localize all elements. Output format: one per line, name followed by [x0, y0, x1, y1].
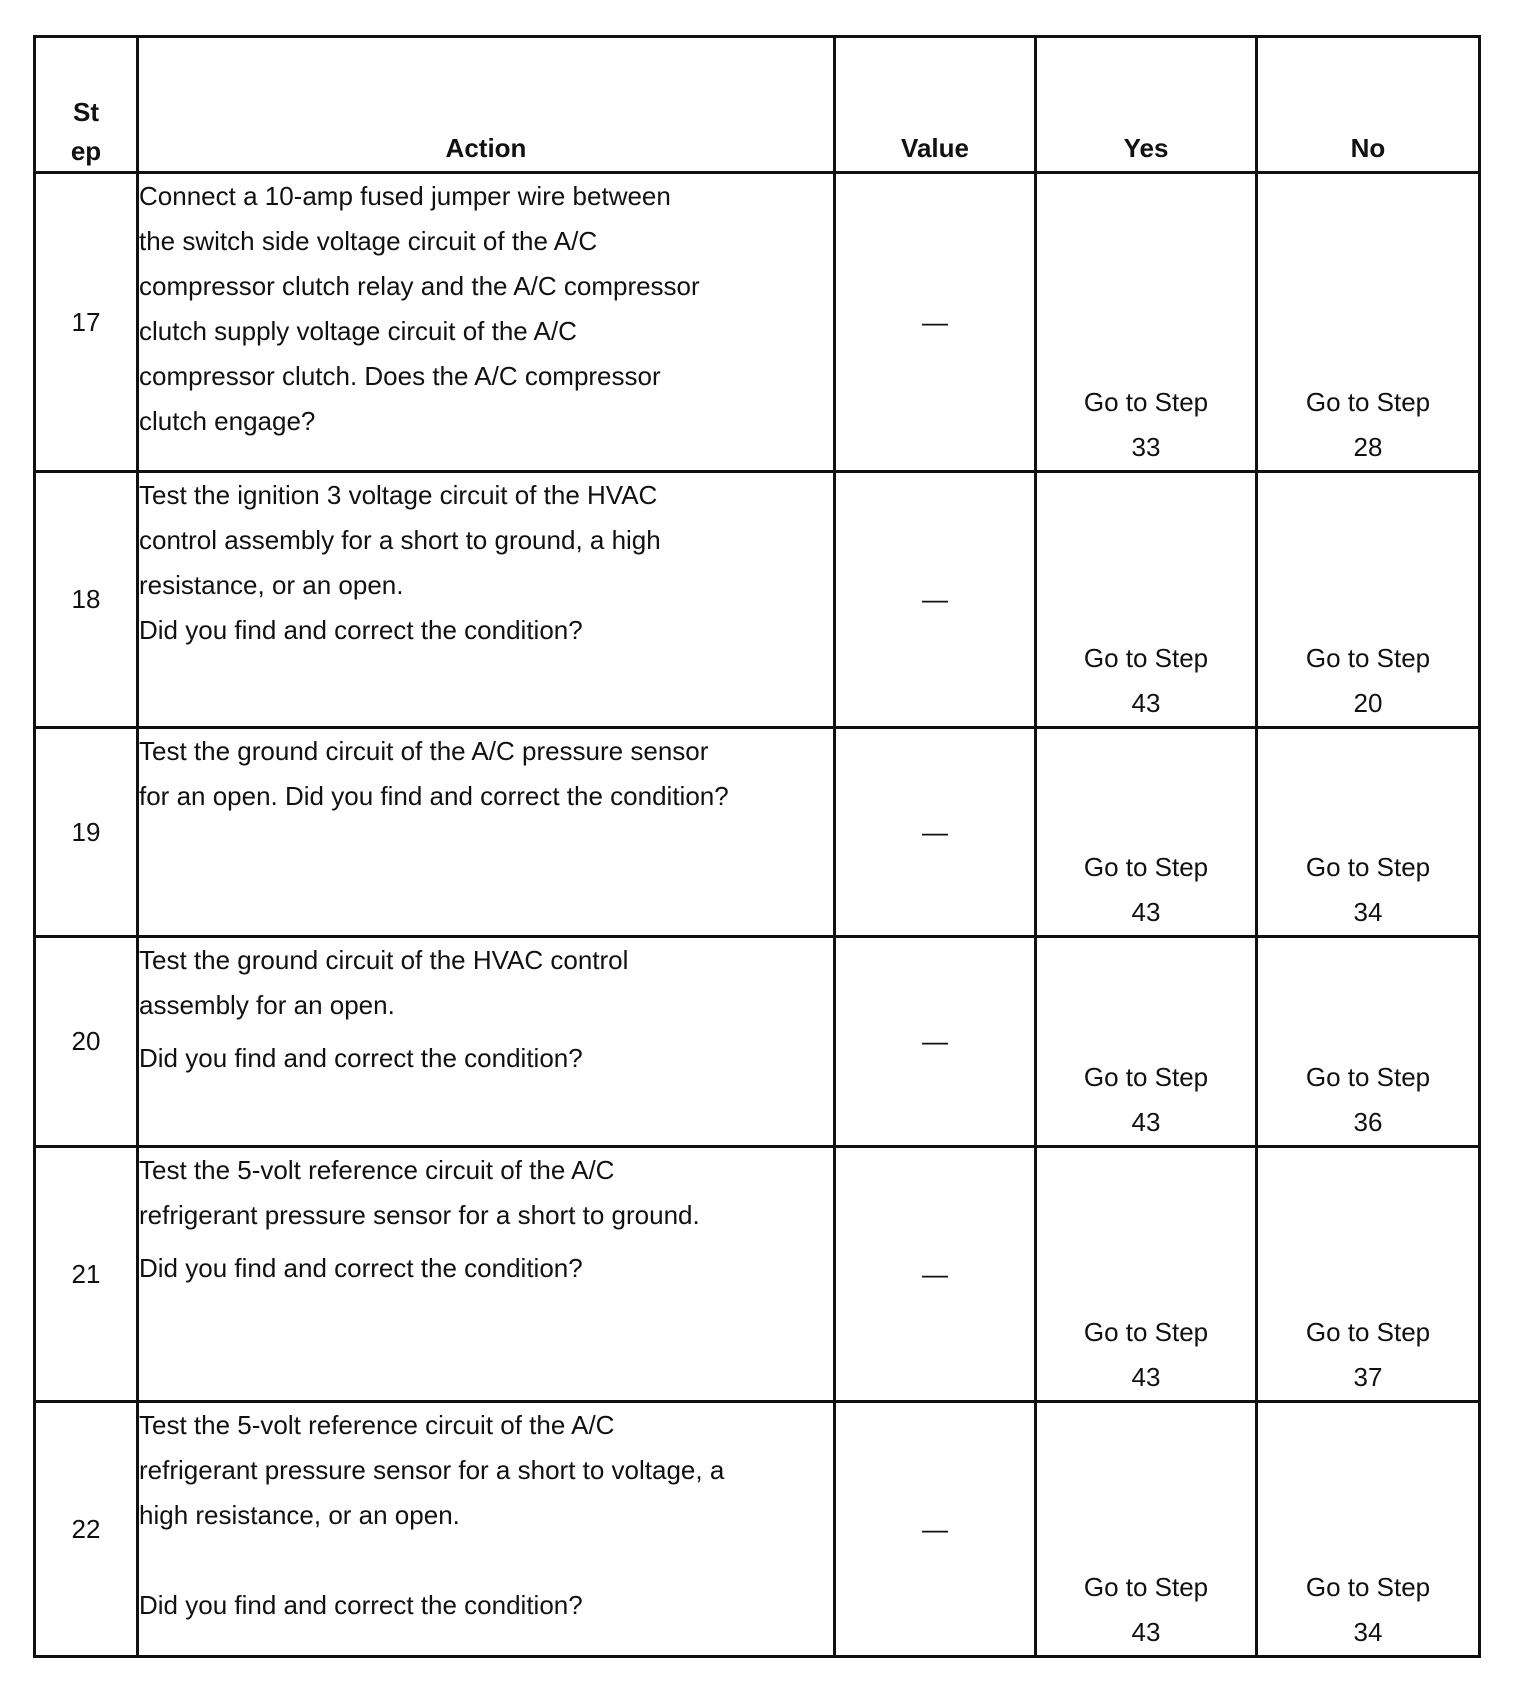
action-line: refrigerant pressure sensor for a short to ground.: [139, 1200, 700, 1230]
step-header-line-1: St: [73, 97, 99, 127]
yes-goto-label: Go to Step: [1083, 387, 1209, 417]
action-line: high resistance, or an open.: [139, 1500, 460, 1530]
action-column-header: Action: [138, 37, 835, 173]
step-number: 19: [35, 728, 138, 937]
table-body: [35, 173, 1480, 1657]
yes-cell: [1036, 472, 1257, 728]
yes-goto-step: 43: [1131, 688, 1161, 718]
yes-goto-step: 43: [1131, 1362, 1161, 1392]
table-header: [35, 37, 1480, 173]
value-cell: —: [835, 1402, 1036, 1657]
action-line: Did you find and correct the condition?: [139, 1043, 583, 1073]
table-row: [35, 173, 1480, 472]
action-line: the switch side voltage circuit of the A/C: [139, 226, 598, 256]
action-line: for an open. Did you find and correct the condition?: [139, 781, 729, 811]
yes-goto-label: Go to Step: [1083, 643, 1209, 673]
value-cell: —: [835, 173, 1036, 472]
step-number: 20: [35, 937, 138, 1147]
no-cell: [1257, 1147, 1480, 1402]
action-line: compressor clutch. Does the A/C compressor: [139, 361, 661, 391]
no-goto-label: Go to Step: [1305, 387, 1431, 417]
no-goto-label: Go to Step: [1305, 852, 1431, 882]
table-row: [35, 1402, 1480, 1657]
action-line: Test the 5-volt reference circuit of the A/C: [139, 1410, 615, 1440]
table-row: [35, 937, 1480, 1147]
no-cell: [1257, 937, 1480, 1147]
value-cell: —: [835, 472, 1036, 728]
action-line: Did you find and correct the condition?: [139, 615, 583, 645]
no-goto-label: Go to Step: [1305, 1317, 1431, 1347]
yes-goto-step: 33: [1131, 432, 1161, 462]
action-line: compressor clutch relay and the A/C compressor: [139, 271, 700, 301]
action-cell: [138, 1402, 835, 1657]
table-row: [35, 728, 1480, 937]
header-row: [35, 37, 1480, 173]
yes-goto-step: 43: [1131, 1107, 1161, 1137]
table-row: [35, 1147, 1480, 1402]
value-cell: —: [835, 1147, 1036, 1402]
action-line: Did you find and correct the condition?: [139, 1590, 583, 1620]
no-cell: [1257, 1402, 1480, 1657]
yes-goto-step: 43: [1131, 1617, 1161, 1647]
step-number: 21: [35, 1147, 138, 1402]
action-cell: [138, 728, 835, 937]
no-cell: [1257, 173, 1480, 472]
no-goto-step: 34: [1353, 897, 1383, 927]
value-cell: —: [835, 937, 1036, 1147]
action-line: Did you find and correct the condition?: [139, 1253, 583, 1283]
action-line: Test the ground circuit of the HVAC control: [139, 945, 629, 975]
action-line: assembly for an open.: [139, 990, 395, 1020]
action-line: clutch supply voltage circuit of the A/C: [139, 316, 577, 346]
yes-goto-label: Go to Step: [1083, 852, 1209, 882]
no-cell: [1257, 728, 1480, 937]
value-cell: —: [835, 728, 1036, 937]
yes-goto-label: Go to Step: [1083, 1572, 1209, 1602]
step-header-line-2: ep: [70, 136, 102, 166]
action-cell: [138, 173, 835, 472]
action-line: clutch engage?: [139, 406, 316, 436]
yes-goto-label: Go to Step: [1083, 1317, 1209, 1347]
action-line: Test the ignition 3 voltage circuit of the HVAC: [139, 480, 658, 510]
action-cell: [138, 472, 835, 728]
no-goto-step: 36: [1353, 1107, 1383, 1137]
no-cell: [1257, 472, 1480, 728]
action-line: resistance, or an open.: [139, 570, 404, 600]
action-cell: [138, 1147, 835, 1402]
action-line: Test the 5-volt reference circuit of the A/C: [139, 1155, 615, 1185]
action-line: Connect a 10-amp fused jumper wire between: [139, 181, 671, 211]
step-number: 22: [35, 1402, 138, 1657]
value-column-header: Value: [835, 37, 1036, 173]
action-line: control assembly for a short to ground, a high: [139, 525, 661, 555]
step-number: 17: [35, 173, 138, 472]
table-row: [35, 472, 1480, 728]
step-column-header: [35, 37, 138, 173]
yes-cell: [1036, 173, 1257, 472]
yes-cell: [1036, 1402, 1257, 1657]
no-goto-label: Go to Step: [1305, 643, 1431, 673]
no-column-header: No: [1257, 37, 1480, 173]
yes-cell: [1036, 937, 1257, 1147]
yes-goto-step: 43: [1131, 897, 1161, 927]
yes-column-header: Yes: [1036, 37, 1257, 173]
no-goto-step: 28: [1353, 432, 1383, 462]
no-goto-label: Go to Step: [1305, 1572, 1431, 1602]
step-number: 18: [35, 472, 138, 728]
no-goto-step: 34: [1353, 1617, 1383, 1647]
no-goto-label: Go to Step: [1305, 1062, 1431, 1092]
yes-goto-label: Go to Step: [1083, 1062, 1209, 1092]
no-goto-step: 37: [1353, 1362, 1383, 1392]
yes-cell: [1036, 1147, 1257, 1402]
diagnostic-step-table: [33, 35, 1481, 1658]
action-line: Test the ground circuit of the A/C pressure sensor: [139, 736, 709, 766]
action-line: refrigerant pressure sensor for a short to voltage, a: [139, 1455, 725, 1485]
yes-cell: [1036, 728, 1257, 937]
no-goto-step: 20: [1353, 688, 1383, 718]
action-cell: [138, 937, 835, 1147]
